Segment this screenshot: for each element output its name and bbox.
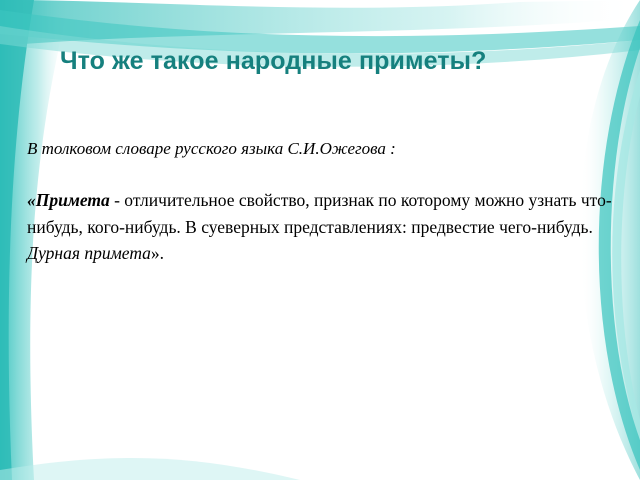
definition-open-quote: « <box>27 189 36 210</box>
definition-paragraph <box>27 187 613 267</box>
source-line: В толковом словаре русского языка С.И.Ожегова : <box>27 139 396 158</box>
definition-term: Примета <box>35 189 110 210</box>
definition-main-text: - отличительное свойство, признак по которому можно узнать что-нибудь, кого-нибудь. В суеверных представлениях: предвестие чего-нибудь. <box>27 189 612 237</box>
page-title: Что же такое народные приметы? <box>60 46 487 75</box>
body-text-block <box>27 138 613 267</box>
definition-example: Дурная примета <box>27 243 151 264</box>
definition-close-quote: ». <box>150 243 165 264</box>
